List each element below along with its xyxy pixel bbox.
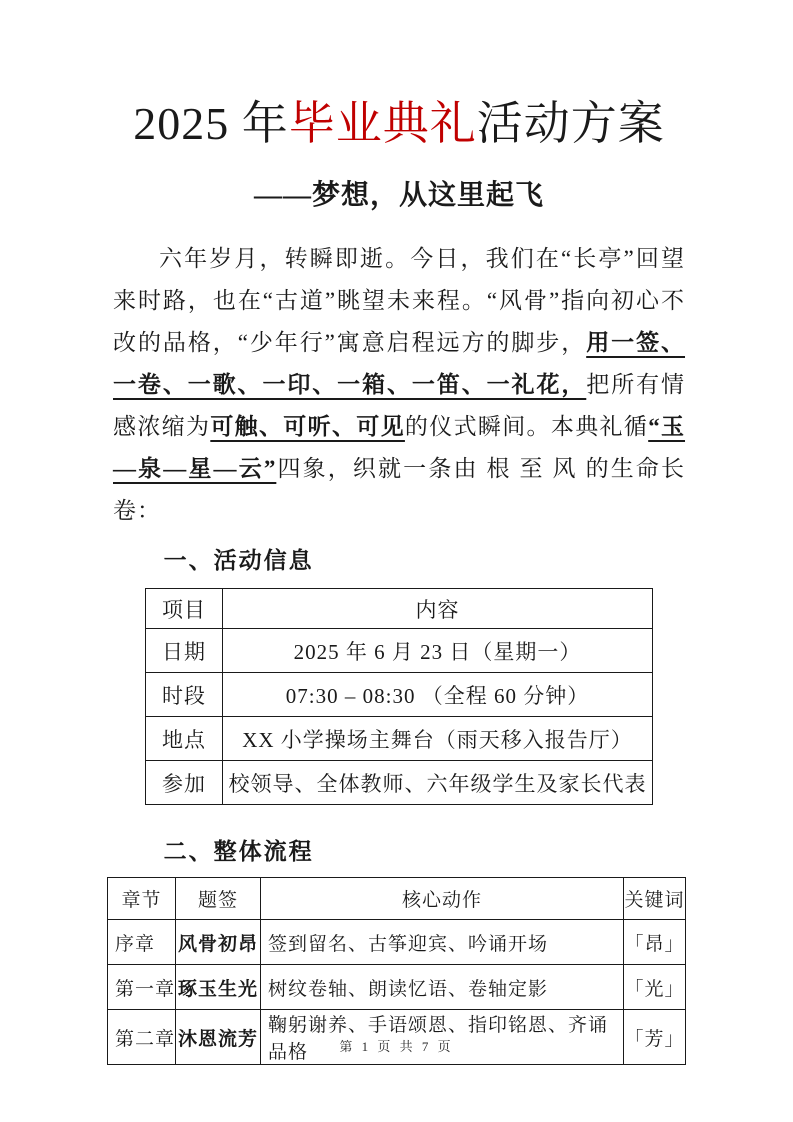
table-row [108,965,686,1010]
plain-text: 把所有情感浓缩为 [113,372,686,439]
table-row [146,717,653,761]
table-cell: 签到留名、古筝迎宾、吟诵开场 [261,920,624,965]
table-header-row [146,589,653,629]
column-header: 项目 [146,589,223,629]
table-row [146,629,653,673]
subtitle: ——梦想，从这里起飞 [253,180,544,211]
table-row [146,761,653,805]
section-heading: 二、整体流程 [163,839,314,864]
table-cell: 鞠躬谢养、手语颂恩、指印铭恩、齐诵品格 [261,1010,624,1065]
title-suffix: 活动方案 [476,98,665,149]
table-cell: 校领导、全体教师、六年级学生及家长代表 [223,761,653,805]
column-header: 章节 [108,878,176,920]
column-header: 内容 [223,589,653,629]
info-table [145,588,653,805]
title-prefix: 2025 年 [133,98,289,149]
table-cell: XX 小学操场主舞台（雨天移入报告厅） [223,717,653,761]
document-content [0,88,793,1065]
table-cell: 风骨初昂 [176,920,261,965]
page-footer [0,1036,793,1055]
table-header-row [108,878,686,920]
table-cell: 沐恩流芳 [176,1010,261,1065]
plain-text: 六年岁月，转瞬即逝。今日，我们在“长亭”回望来时路，也在“古道”眺望未来程。“风骨”指向初心不改的品格，“少年行”寓意启程远方的脚步， [113,246,685,355]
emphasis-text: 用一签、一卷、一歌、一印、一箱、一笛、一礼花， [113,330,686,397]
table-cell: 时段 [146,673,223,717]
column-header: 题签 [176,878,261,920]
table-cell: 日期 [146,629,223,673]
table-cell: 地点 [146,717,223,761]
emphasis-text: “玉—泉—星—云” [113,414,686,481]
page-title [113,88,685,160]
emphasis-text: 可触、可听、可见 [210,414,405,439]
section-activity-info [113,546,685,805]
table-cell: 参加 [146,761,223,805]
table-cell: 第一章 [108,965,176,1010]
table-cell: 07:30 – 08:30 （全程 60 分钟） [223,673,653,717]
title-highlight: 毕业典礼 [288,98,477,149]
table-cell: 「芳」 [624,1010,686,1065]
column-header: 核心动作 [261,878,624,920]
intro-paragraph [113,238,685,532]
table-row [146,673,653,717]
column-header: 关键词 [624,878,686,920]
section-heading: 一、活动信息 [163,548,314,573]
table-cell: 第二章 [108,1010,176,1065]
page-number: 第 1 页 共 7 页 [339,1039,454,1054]
plain-text: 的仪式瞬间。本典礼循 [404,414,649,439]
table-cell: 琢玉生光 [176,965,261,1010]
table-cell: 2025 年 6 月 23 日（星期一） [223,629,653,673]
table-cell: 树纹卷轴、朗读忆语、卷轴定影 [261,965,624,1010]
table-cell: 「昂」 [624,920,686,965]
table-cell: 「光」 [624,965,686,1010]
table-cell: 序章 [108,920,176,965]
table-row [108,920,686,965]
plain-text: 四象，织就一条由 根 至 风 的生命长卷： [113,456,686,523]
section-flow [113,837,685,1065]
